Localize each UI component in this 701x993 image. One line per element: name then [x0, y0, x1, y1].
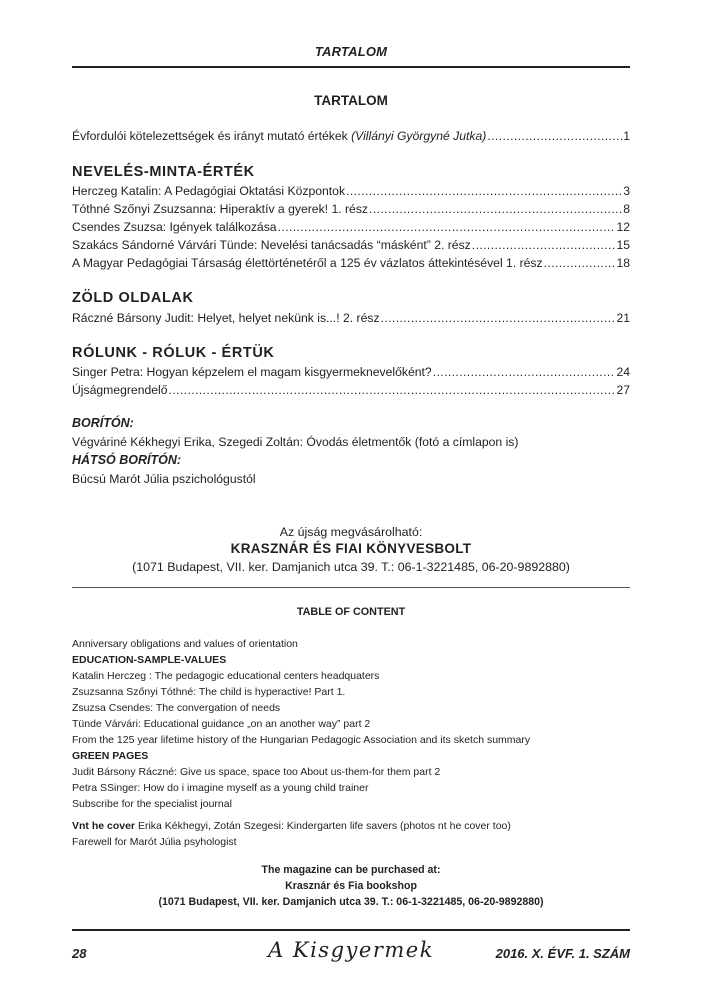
back-cover-text: Búcsú Marót Júlia pszichológustól: [72, 472, 256, 486]
section-heading: ZÖLD OLDALAK: [72, 290, 194, 306]
bookshop-name: KRASZNÁR ÉS FIAI KÖNYVESBOLT: [230, 541, 472, 556]
toc-entry-text: Csendes Zsuzsa: Igények találkozása: [72, 220, 277, 234]
purchase-address: (1071 Budapest, VII. ker. Damjanich utca 39. T.: 06-1-3221485, 06-20-9892880): [158, 896, 544, 908]
toc-entry: [72, 310, 630, 326]
english-entry: Petra SSinger: How do i imagine myself as a young child trainer: [72, 782, 369, 794]
toc-page-number: 24: [616, 365, 630, 379]
toc-page-number: 12: [616, 220, 630, 234]
toc-entry-text: Ráczné Bársony Judit: Helyet, helyet nekünk is...! 2. rész: [72, 311, 380, 325]
toc-entry: [72, 201, 630, 217]
toc-leader-dots: [433, 364, 616, 380]
toc-entry: [72, 219, 630, 235]
toc-entry-text: Tóthné Szőnyi Zsuzsanna: Hiperaktív a gyerek! 1. rész: [72, 202, 369, 216]
back-cover-label: HÁTSÓ BORÍTÓN:: [72, 453, 182, 467]
section-heading: RÓLUNK - RÓLUK - ÉRTÜK: [72, 345, 275, 361]
english-title: TABLE OF CONTENT: [296, 606, 406, 618]
english-entry: Subscribe for the specialist journal: [72, 798, 232, 810]
toc-leader-dots: [472, 237, 616, 253]
section-divider: [72, 587, 630, 588]
toc-leader-dots: [346, 183, 622, 199]
toc-entry: [72, 382, 630, 398]
toc-page-number: 3: [623, 184, 630, 198]
toc-entry-text: Újságmegrendelő: [72, 383, 168, 397]
bookshop-address: (1071 Budapest, VII. ker. Damjanich utca 39. T.: 06-1-3221485, 06-20-9892880): [132, 560, 570, 574]
toc-leader-dots: [544, 255, 616, 271]
toc-entry: [72, 183, 630, 199]
page-title: TARTALOM: [314, 93, 388, 108]
purchase-intro: The magazine can be purchased at:: [261, 864, 441, 876]
section-heading: NEVELÉS-MINTA-ÉRTÉK: [72, 164, 255, 180]
toc-page-number: 27: [616, 383, 630, 397]
toc-page-number: 21: [616, 311, 630, 325]
toc-entry: [72, 364, 630, 380]
english-entry: Anniversary obligations and values of orientation: [72, 638, 298, 650]
toc-leader-dots: [369, 201, 622, 217]
english-entry: Judit Bársony Ráczné: Give us space, space too About us-them-for them part 2: [72, 766, 441, 778]
header-rule: [72, 66, 630, 68]
toc-entry-text: Szakács Sándorné Várvári Tünde: Nevelési tanácsadás “másként” 2. rész: [72, 238, 471, 252]
toc-page-number: 18: [616, 256, 630, 270]
front-cover-label: BORÍTÓN:: [72, 416, 134, 430]
toc-leader-dots: [278, 219, 616, 235]
front-cover-text: Végváriné Kékhegyi Erika, Szegedi Zoltán: Óvodás életmentők (fotó a címlapon is): [72, 435, 519, 449]
english-entry: Tünde Várvári: Educational guidance „on an another way” part 2: [72, 718, 371, 730]
english-cover-text: Erika Kékhegyi, Zotán Szegesi: Kindergarten life savers (photos nt he cover too): [135, 820, 511, 832]
toc-leader-dots: [487, 128, 622, 144]
english-entry: From the 125 year lifetime history of the Hungarian Pedagogic Association and its sketch summary: [72, 734, 531, 746]
english-entry: Zsuzsa Csendes: The convergation of needs: [72, 702, 281, 714]
english-farewell: Farewell for Marót Júlia psyhologist: [72, 836, 237, 848]
english-cover-label: Vnt he cover: [72, 820, 136, 832]
page-number: 28: [72, 946, 87, 961]
footer-rule: [72, 929, 630, 931]
toc-entry-text: Herczeg Katalin: A Pedagógiai Oktatási Központok: [72, 184, 346, 198]
toc-entry-intro: [72, 128, 630, 144]
magazine-title: A Kisgyermek: [268, 938, 434, 962]
toc-page-number: 15: [616, 238, 630, 252]
english-entry: Zsuzsanna Szőnyi Tóthné: The child is hyperactive! Part 1.: [72, 686, 346, 698]
availability-intro: Az újság megvásárolható:: [279, 525, 423, 539]
english-cover-line: [72, 820, 511, 832]
toc-leader-dots: [381, 310, 616, 326]
english-section-heading: EDUCATION-SAMPLE-VALUES: [72, 654, 227, 666]
english-section-heading: GREEN PAGES: [72, 750, 149, 762]
toc-leader-dots: [169, 382, 616, 398]
english-entry: Katalin Herczeg : The pedagogic educational centers headquaters: [72, 670, 380, 682]
running-head: TARTALOM: [314, 44, 388, 59]
purchase-shop: Krasznár és Fia bookshop: [285, 880, 417, 892]
toc-page-number: 8: [623, 202, 630, 216]
toc-entry: [72, 237, 630, 253]
toc-entry: [72, 255, 630, 271]
toc-entry-text: Évfordulói kötelezettségek és irányt mutató értékek (Villányi Györgyné Jutka): [72, 129, 487, 143]
toc-entry-text: A Magyar Pedagógiai Társaság élettörténetéről a 125 év vázlatos áttekintésével 1. rész: [72, 256, 543, 270]
toc-page-number: 1: [623, 129, 630, 143]
issue-label: 2016. X. ÉVF. 1. SZÁM: [495, 946, 630, 961]
toc-entry-text: Singer Petra: Hogyan képzelem el magam kisgyermeknevelőként?: [72, 365, 432, 379]
